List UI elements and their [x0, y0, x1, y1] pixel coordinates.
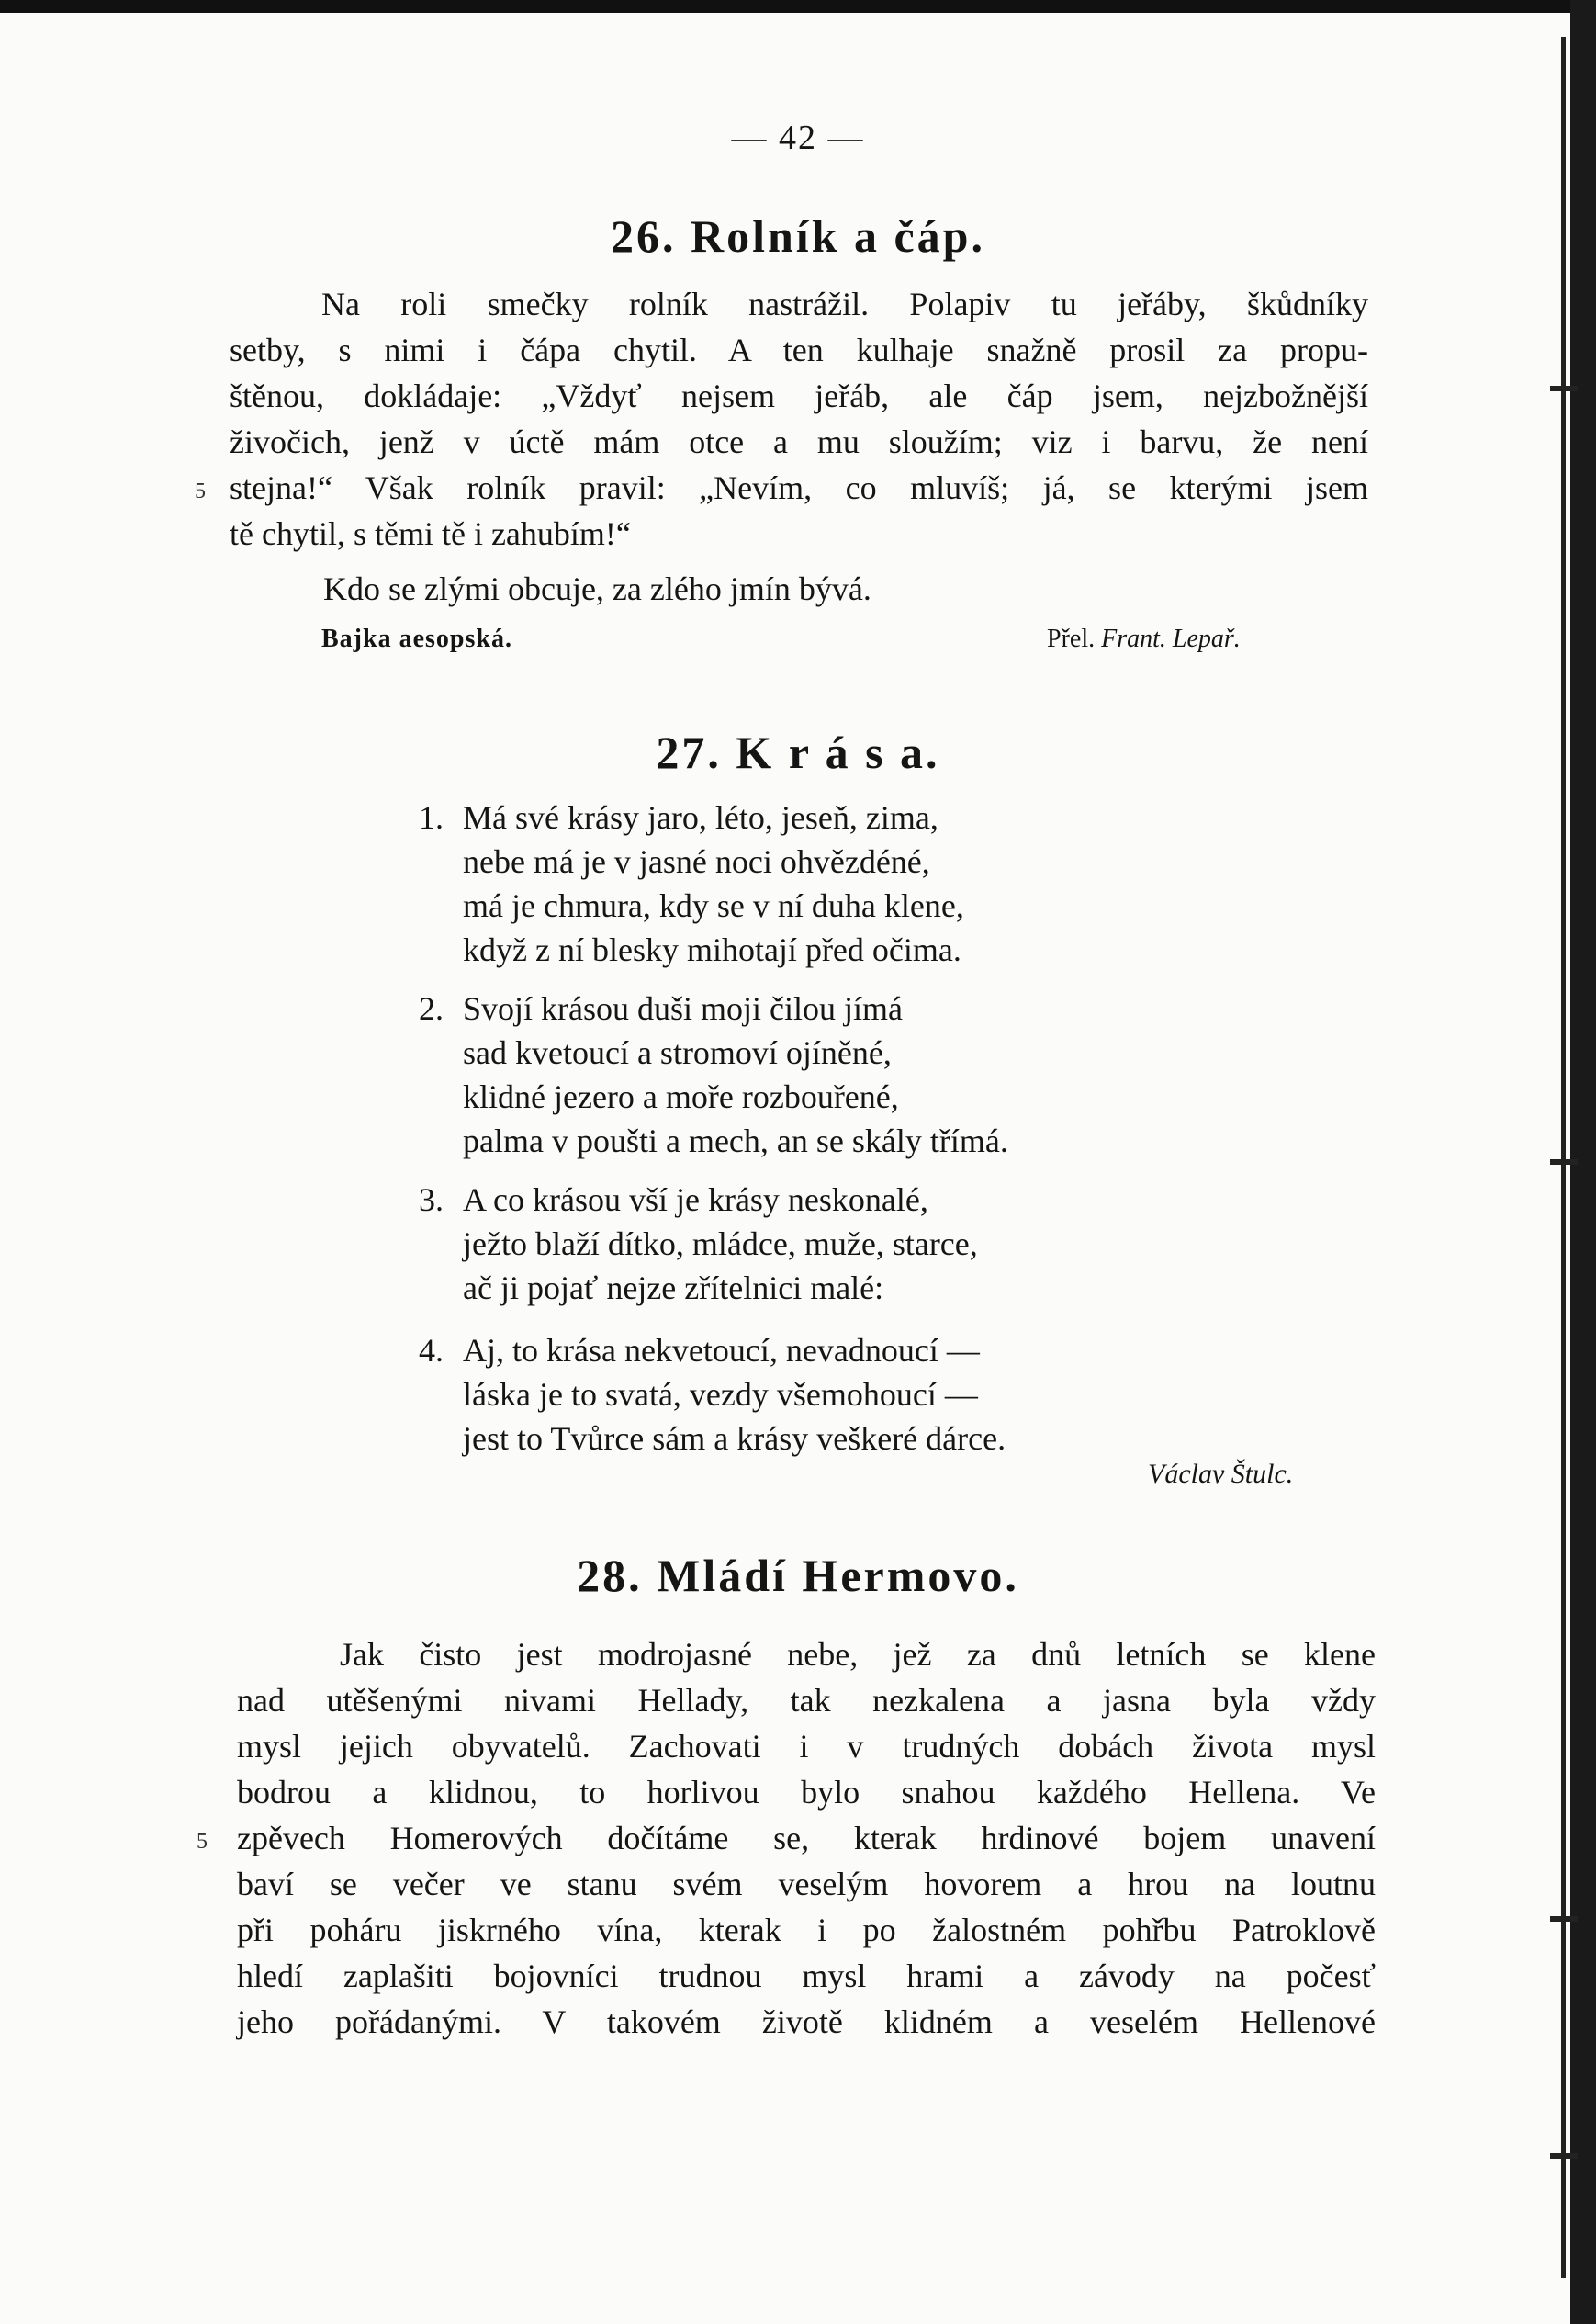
verse-line: má je chmura, kdy se v ní duha klene,	[463, 887, 964, 924]
translator-name: Frant. Lepař.	[1101, 625, 1241, 653]
text-line: Na roli smečky rolník nastrážil. Polapiv tu jeřáby, škůdníky	[321, 286, 1368, 322]
text-line: tě chytil, s těmi tě i zahubím!“	[230, 515, 631, 552]
verse-line: láska je to svatá, vezdy všemohoucí —	[463, 1376, 978, 1413]
text-line: při poháru jiskrného vína, kterak i po žalostném pohřbu Patroklově	[237, 1912, 1376, 1948]
line-number-marker: 5	[197, 1830, 208, 1854]
section-27-title: 27. K r á s a.	[656, 727, 940, 778]
section-28-text	[237, 1631, 1376, 2045]
section-26-moral: Kdo se zlými obcuje, za zlého jmín bývá.	[323, 570, 871, 607]
section-26-source: Bajka aesopská.	[321, 625, 512, 653]
scan-mark	[1550, 386, 1578, 391]
stanza-number: 1.	[419, 799, 444, 836]
section-26-translator	[1047, 625, 1241, 654]
section-26-text	[230, 281, 1368, 557]
text-line: zpěvech Homerových dočítáme se, kterak hrdinové bojem unavení	[237, 1820, 1376, 1856]
translator-prefix: Přel.	[1047, 625, 1096, 653]
verse-line: A co krásou vší je krásy neskonalé,	[463, 1181, 928, 1218]
text-line: mysl jejich obyvatelů. Zachovati i v trudných dobách života mysl	[237, 1728, 1376, 1765]
verse-line: jest to Tvůrce sám a krásy veškeré dárce.	[463, 1420, 1006, 1457]
text-line: bodrou a klidnou, to horlivou bylo snahou každého Hellena. Ve	[237, 1774, 1376, 1811]
text-line: setby, s nimi i čápa chytil. A ten kulhaje snažně prosil za propu-	[230, 332, 1368, 368]
text-line: Jak čisto jest modrojasné nebe, jež za dnů letních se klene	[340, 1636, 1376, 1673]
stanza	[419, 1328, 1006, 1461]
stanza-number: 4.	[419, 1332, 444, 1369]
verse-line: ač ji pojať nejze zřítelnici malé:	[463, 1269, 884, 1306]
verse-line: když z ní blesky mihotají před očima.	[463, 931, 961, 968]
section-28-title: 28. Mládí Hermovo.	[577, 1550, 1019, 1601]
section-26-title: 26. Rolník a čáp.	[610, 210, 985, 262]
scan-mark	[1550, 1159, 1578, 1165]
stanza	[419, 795, 964, 972]
verse-line: Svojí krásou duši moji čilou jímá	[463, 990, 903, 1027]
text-line: štěnou, dokládaje: „Vždyť nejsem jeřáb, ale čáp jsem, nejzbožnější	[230, 378, 1368, 414]
verse-line: klidné jezero a moře rozbouřené,	[463, 1078, 899, 1115]
page-number: — 42 —	[731, 118, 865, 157]
stanza	[419, 1178, 978, 1310]
stanza-number: 3.	[419, 1181, 444, 1218]
verse-line: Má své krásy jaro, léto, jeseň, zima,	[463, 799, 938, 836]
scan-edge-top	[0, 0, 1596, 13]
scan-binding-line	[1561, 37, 1566, 2278]
line-number-marker: 5	[195, 479, 206, 503]
scan-mark	[1550, 2153, 1578, 2159]
text-line: nad utěšenými nivami Hellady, tak nezkalena a jasna byla vždy	[237, 1682, 1376, 1719]
verse-line: nebe má je v jasné noci ohvězdéné,	[463, 843, 930, 880]
stanza	[419, 987, 1008, 1163]
text-line: baví se večer ve stanu svém veselým hovorem a hrou na loutnu	[237, 1866, 1376, 1902]
verse-line: Aj, to krása nekvetoucí, nevadnoucí —	[463, 1332, 980, 1369]
verse-line: palma v poušti a mech, an se skály třímá.	[463, 1123, 1008, 1159]
text-line: hledí zaplašiti bojovníci trudnou mysl hrami a závody na počesť	[237, 1957, 1376, 1994]
stanza-number: 2.	[419, 990, 444, 1027]
scan-mark	[1550, 1916, 1578, 1922]
text-line: jeho pořádanými. V takovém životě klidném a veselém Hellenové	[237, 2003, 1376, 2040]
text-line: živočich, jenž v úctě mám otce a mu sloužím; viz i barvu, že není	[230, 423, 1368, 460]
section-27-author: Václav Štulc.	[1148, 1459, 1294, 1489]
verse-line: ježto blaží dítko, mládce, muže, starce,	[463, 1225, 978, 1262]
verse-line: sad kvetoucí a stromoví ojíněné,	[463, 1034, 892, 1071]
text-line: stejna!“ Však rolník pravil: „Nevím, co mluvíš; já, se kterými jsem	[230, 469, 1368, 506]
